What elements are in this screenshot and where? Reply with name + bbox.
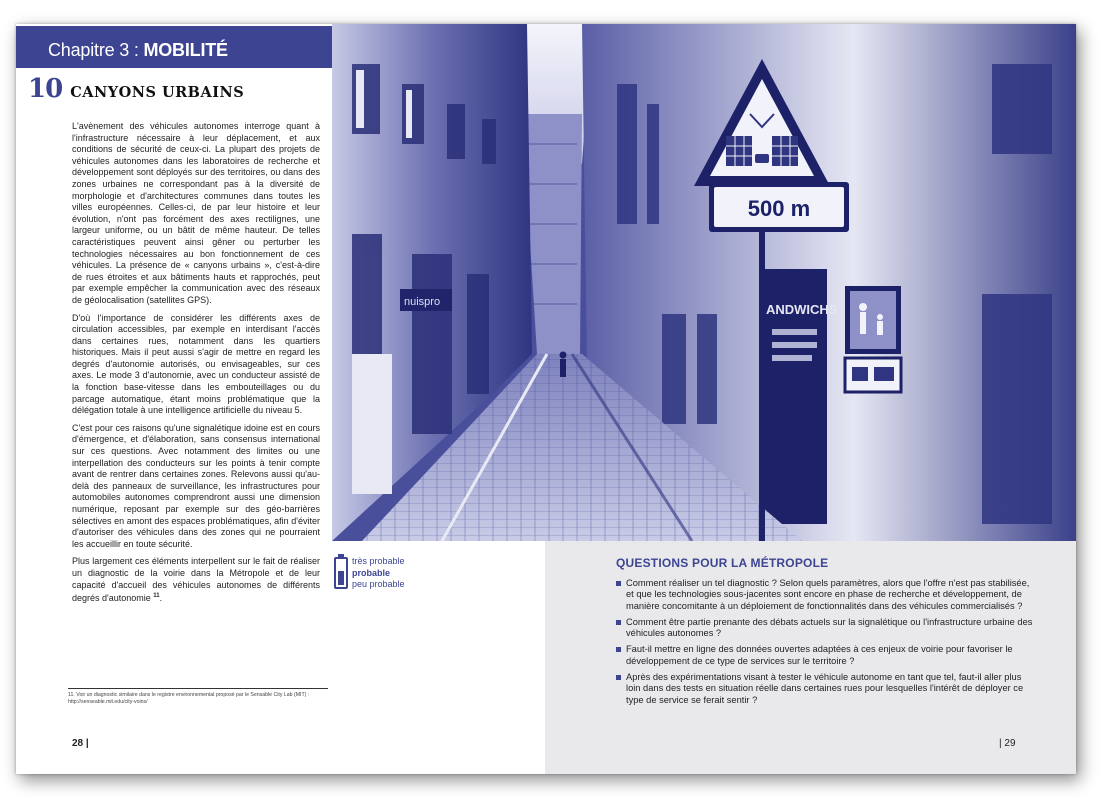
probability-gauge-icon (334, 557, 348, 589)
street-photo (332, 24, 1076, 541)
question-text: Comment réaliser un tel diagnostic ? Selon quels paramètres, alors que l'offre n'est pas stabilisée, et que les technologies sous-jacentes sont encore en phase de recherche et développement, de manière concomitante à un déploiement de fonctionnalités dans des véhicules commercialisés ? (626, 578, 1030, 611)
square-bullet-icon (616, 581, 621, 586)
legend-medium: probable (352, 567, 391, 578)
square-bullet-icon (616, 620, 621, 625)
page-number-right: | 29 (999, 738, 1016, 749)
street-photo-illustration (332, 24, 1076, 541)
question-item (616, 617, 1036, 640)
page-number-left: 28 | (72, 738, 89, 749)
square-bullet-icon (616, 647, 621, 652)
pharmacy-sign-text: nuispro (404, 296, 441, 308)
paragraph: L'avènement des véhicules autonomes interroge quant à l'infrastructure nécessaire à leur déplacement, et aux conditions de sécurité de ceux-ci. La plupart des projets de véhicules autonomes dans les laboratoires de recherche et développement sont déployés sur des territoires, ou dans des zones urbaines ne correspondant pas à la diversité de morphologie et d'architectures communes dans toutes les villes européennes. Celles-ci, de par leur histoire et leur évolution, n'ont pas forcément des axes rectilignes, une largeur uniforme, ou un bâtit de même hauteur. De telles caractéristiques peuvent ainsi gêner ou perturber les technologies nécessaires au bon fonctionnement de ces véhicules. La présence de « canyons urbains », c'est-à-dire de rues étroites et aux bâtiments hauts et rapprochés, peut par exemple empêcher la communication avec des réseaux de géolocalisation (satellites GPS). (72, 121, 320, 305)
question-text: Comment être partie prenante des débats actuels sur la signalétique ou l'infrastructure urbaine des véhicules autonomes ? (626, 616, 1033, 639)
chapter-prefix: Chapitre 3 : (48, 40, 144, 60)
left-page (16, 24, 332, 774)
footnote-ref[interactable]: 11 (153, 593, 160, 600)
gauge-fill (338, 571, 344, 585)
square-bullet-icon (616, 675, 621, 680)
paragraph: D'où l'importance de considérer les différents axes de circulation accessibles, par exemple en interdisant l'accès dans certaines rues, notamment dans les quartiers historiques. Mais il peut aussi s'agir de mettre en regard les degrés d'autonomie autorisés, ou envisageables, sur ces axes. Le mode 3 d'autonomie, avec un conducteur assisté de la fonction base-vitesse dans les embouteillages ou du parcage automatique, étant moins problématique que la délégation totale à une intelligence artificielle du niveau 5. (72, 312, 320, 416)
section-title: CANYONS URBAINS (70, 84, 245, 101)
section-heading (28, 74, 244, 106)
question-text: Après des expérimentations visant à tester le véhicule autonome en tant que tel, faut-il aller plus loin dans des tests en situation réelle dans certaines rues pour lesquelles l'intérêt de déployer ce type de service se ferait sentir ? (626, 672, 1024, 705)
legend-low: peu probable (352, 579, 405, 589)
question-item (616, 672, 1036, 706)
questions-title: QUESTIONS POUR LA MÉTROPOLE (616, 556, 829, 570)
sign-distance-text: 500 m (747, 196, 811, 221)
chapter-name: MOBILITÉ (143, 40, 228, 60)
legend-high: très probable (352, 556, 405, 566)
questions-section (616, 556, 1036, 711)
paragraph: Plus largement ces éléments interpellent sur le fait de réaliser un diagnostic de la voirie dans la Métropole et de leur capacité d'accueil des véhicules autonomes de différents degrés d'autonomie $^{11}$. (72, 556, 320, 604)
chapter-banner (16, 26, 332, 68)
question-item (616, 644, 1036, 667)
question-text: Faut-il mettre en ligne des données ouvertes adaptées à ces enjeux de voirie pour favoriser le développement de ce type de services sur le territoire ? (626, 644, 1013, 666)
magazine-spread (16, 24, 1076, 774)
footnote: 11. Voir un diagnostic similaire dans le registre environnemental proposé par le Sensable City Lab (MIT) : http://senseable.mit.edu/city-voins/ (68, 688, 328, 706)
article-body (72, 121, 320, 611)
question-item (616, 578, 1036, 612)
probability-legend (352, 556, 405, 591)
shop-sign-text: ANDWICHS (766, 302, 838, 317)
paragraph: C'est pour ces raisons qu'une signalétique idoine est en cours d'émergence, et d'élaboration, sans consensus international sur ces questions. Avec notamment des limites ou une interpellation des conducteurs sur les points à tenir compte avant de rentrer dans certaines zones. Relevons aussi qu'au-delà des panneaux de surveillance, les infrastructures pour automobiles autonomes comprendront aussi une dimension numérique, reposant par exemple sur des géo-barrières sélectives en amont des espaces problématiques, afin d'éviter d'autoriser des véhicules dans des zones qui ne pourraient les accueillir en toute sécurité. (72, 422, 320, 549)
section-number: 10 (28, 74, 63, 104)
paragraph-text: Plus largement ces éléments interpellent sur le fait de réaliser un diagnostic de la voirie dans la Métropole et de leur capacité d'accueil des véhicules autonomes de différents degrés d'autonomie (72, 556, 320, 604)
